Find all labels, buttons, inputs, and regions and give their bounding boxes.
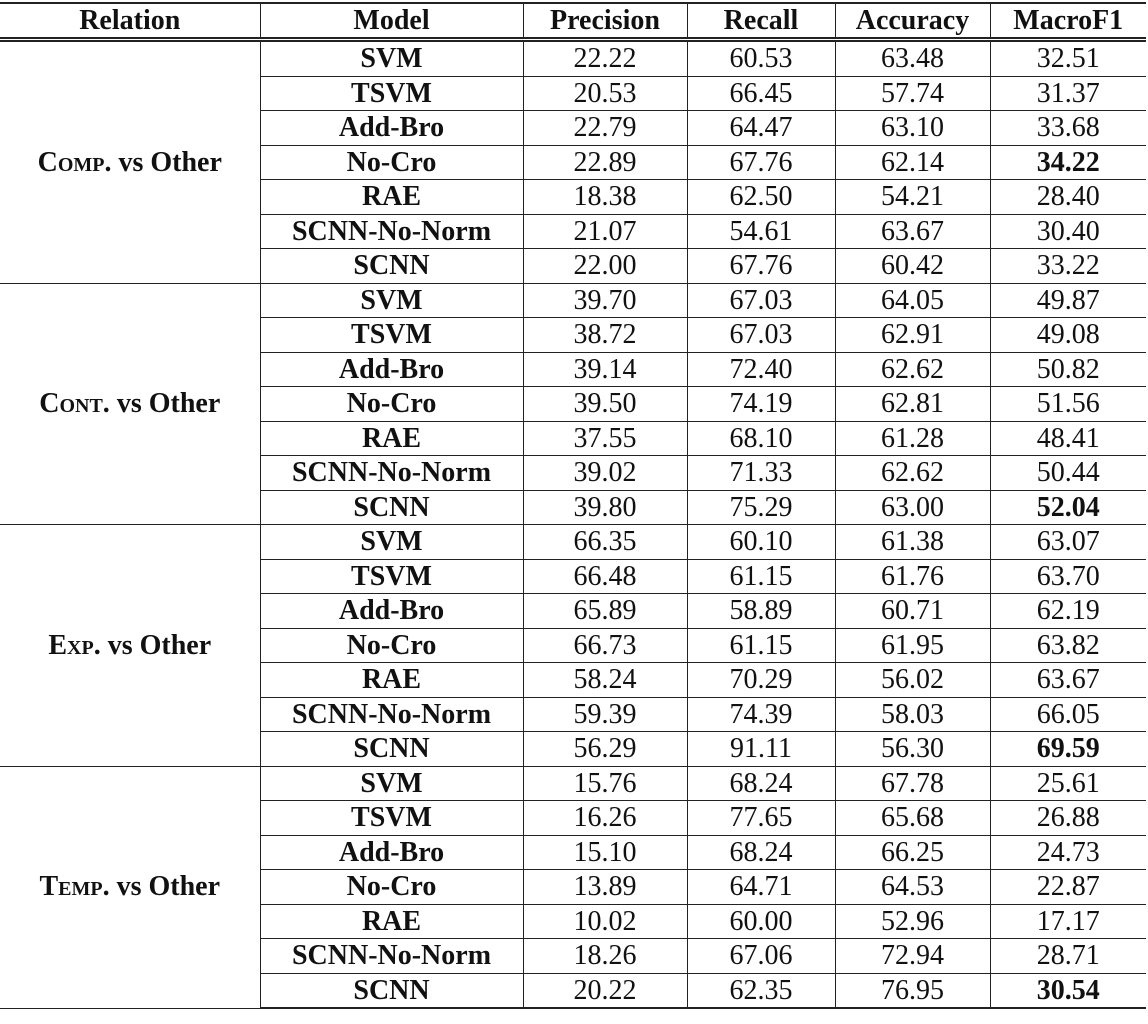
precision-cell: 66.48 — [523, 559, 687, 594]
model-cell: No-Cro — [260, 628, 523, 663]
accuracy-cell: 64.05 — [835, 283, 990, 318]
recall-cell: 75.29 — [687, 490, 835, 525]
macrof1-cell: 28.71 — [990, 939, 1146, 974]
accuracy-cell: 67.78 — [835, 766, 990, 801]
precision-cell: 22.89 — [523, 145, 687, 180]
model-cell: SCNN — [260, 732, 523, 767]
model-cell: No-Cro — [260, 870, 523, 905]
accuracy-cell: 62.81 — [835, 387, 990, 422]
precision-cell: 21.07 — [523, 214, 687, 249]
recall-cell: 77.65 — [687, 801, 835, 836]
model-cell: RAE — [260, 663, 523, 698]
accuracy-cell: 63.10 — [835, 111, 990, 146]
model-cell: RAE — [260, 421, 523, 456]
accuracy-cell: 62.91 — [835, 318, 990, 353]
accuracy-cell: 60.71 — [835, 594, 990, 629]
recall-cell: 67.06 — [687, 939, 835, 974]
accuracy-cell: 72.94 — [835, 939, 990, 974]
accuracy-cell: 57.74 — [835, 76, 990, 111]
precision-cell: 20.53 — [523, 76, 687, 111]
accuracy-cell: 56.02 — [835, 663, 990, 698]
macrof1-cell: 51.56 — [990, 387, 1146, 422]
table-body — [0, 40, 1146, 1009]
precision-cell: 39.50 — [523, 387, 687, 422]
macrof1-cell: 24.73 — [990, 835, 1146, 870]
model-cell: Add-Bro — [260, 594, 523, 629]
macrof1-cell: 48.41 — [990, 421, 1146, 456]
relation-suffix: vs Other — [100, 629, 212, 661]
relation-cell — [0, 766, 260, 1008]
relation-name: Exp. — [48, 629, 101, 661]
recall-cell: 60.00 — [687, 904, 835, 939]
accuracy-cell: 61.28 — [835, 421, 990, 456]
macrof1-cell: 33.22 — [990, 249, 1146, 284]
precision-cell: 58.24 — [523, 663, 687, 698]
macrof1-cell: 22.87 — [990, 870, 1146, 905]
accuracy-cell: 65.68 — [835, 801, 990, 836]
model-cell: TSVM — [260, 559, 523, 594]
precision-cell: 22.00 — [523, 249, 687, 284]
accuracy-cell: 62.14 — [835, 145, 990, 180]
accuracy-cell: 52.96 — [835, 904, 990, 939]
model-cell: TSVM — [260, 801, 523, 836]
recall-cell: 54.61 — [687, 214, 835, 249]
accuracy-cell: 60.42 — [835, 249, 990, 284]
recall-cell: 62.35 — [687, 973, 835, 1008]
accuracy-cell: 63.48 — [835, 40, 990, 77]
precision-cell: 66.73 — [523, 628, 687, 663]
macrof1-cell: 63.70 — [990, 559, 1146, 594]
precision-cell: 18.26 — [523, 939, 687, 974]
recall-cell: 74.39 — [687, 697, 835, 732]
recall-cell: 67.03 — [687, 283, 835, 318]
macrof1-cell: 49.08 — [990, 318, 1146, 353]
accuracy-cell: 54.21 — [835, 180, 990, 215]
precision-cell: 65.89 — [523, 594, 687, 629]
recall-cell: 62.50 — [687, 180, 835, 215]
model-cell: SVM — [260, 40, 523, 77]
header-accuracy: Accuracy — [835, 3, 990, 40]
macrof1-cell: 31.37 — [990, 76, 1146, 111]
macrof1-cell: 30.54 — [990, 973, 1146, 1008]
precision-cell: 15.76 — [523, 766, 687, 801]
macrof1-cell: 34.22 — [990, 145, 1146, 180]
accuracy-cell: 61.38 — [835, 525, 990, 560]
recall-cell: 61.15 — [687, 559, 835, 594]
model-cell: SCNN — [260, 490, 523, 525]
precision-cell: 20.22 — [523, 973, 687, 1008]
macrof1-cell: 63.07 — [990, 525, 1146, 560]
macrof1-cell: 69.59 — [990, 732, 1146, 767]
accuracy-cell: 63.67 — [835, 214, 990, 249]
relation-suffix: vs Other — [109, 388, 221, 419]
accuracy-cell: 66.25 — [835, 835, 990, 870]
precision-cell: 39.80 — [523, 490, 687, 525]
model-cell: No-Cro — [260, 145, 523, 180]
relation-name: Cont. — [39, 388, 110, 419]
model-cell: RAE — [260, 904, 523, 939]
macrof1-cell: 50.82 — [990, 352, 1146, 387]
model-cell: SCNN-No-Norm — [260, 697, 523, 732]
model-cell: SCNN — [260, 973, 523, 1008]
recall-cell: 72.40 — [687, 352, 835, 387]
model-cell: SCNN-No-Norm — [260, 214, 523, 249]
recall-cell: 67.76 — [687, 145, 835, 180]
macrof1-cell: 66.05 — [990, 697, 1146, 732]
model-cell: RAE — [260, 180, 523, 215]
model-cell: SCNN-No-Norm — [260, 456, 523, 491]
recall-cell: 67.76 — [687, 249, 835, 284]
table-row — [0, 40, 1146, 77]
precision-cell: 59.39 — [523, 697, 687, 732]
macrof1-cell: 50.44 — [990, 456, 1146, 491]
precision-cell: 15.10 — [523, 835, 687, 870]
macrof1-cell: 28.40 — [990, 180, 1146, 215]
accuracy-cell: 63.00 — [835, 490, 990, 525]
precision-cell: 16.26 — [523, 801, 687, 836]
relation-name: Comp. — [37, 146, 112, 178]
relation-cell — [0, 283, 260, 525]
macrof1-cell: 49.87 — [990, 283, 1146, 318]
recall-cell: 61.15 — [687, 628, 835, 663]
model-cell: Add-Bro — [260, 352, 523, 387]
recall-cell: 91.11 — [687, 732, 835, 767]
model-cell: Add-Bro — [260, 111, 523, 146]
model-cell: SVM — [260, 283, 523, 318]
recall-cell: 64.47 — [687, 111, 835, 146]
macrof1-cell: 25.61 — [990, 766, 1146, 801]
recall-cell: 68.10 — [687, 421, 835, 456]
accuracy-cell: 61.76 — [835, 559, 990, 594]
precision-cell: 13.89 — [523, 870, 687, 905]
precision-cell: 39.02 — [523, 456, 687, 491]
precision-cell: 10.02 — [523, 904, 687, 939]
table-row — [0, 766, 1146, 801]
model-cell: SVM — [260, 525, 523, 560]
recall-cell: 60.53 — [687, 40, 835, 77]
model-cell: SCNN-No-Norm — [260, 939, 523, 974]
accuracy-cell: 62.62 — [835, 352, 990, 387]
macrof1-cell: 30.40 — [990, 214, 1146, 249]
recall-cell: 68.24 — [687, 766, 835, 801]
precision-cell: 39.14 — [523, 352, 687, 387]
recall-cell: 58.89 — [687, 594, 835, 629]
precision-cell: 37.55 — [523, 421, 687, 456]
precision-cell: 22.22 — [523, 40, 687, 77]
header-recall: Recall — [687, 3, 835, 40]
header-precision: Precision — [523, 3, 687, 40]
relation-cell — [0, 525, 260, 767]
model-cell: Add-Bro — [260, 835, 523, 870]
macrof1-cell: 52.04 — [990, 490, 1146, 525]
macrof1-cell: 62.19 — [990, 594, 1146, 629]
accuracy-cell: 64.53 — [835, 870, 990, 905]
header-model: Model — [260, 3, 523, 40]
model-cell: SCNN — [260, 249, 523, 284]
macrof1-cell: 26.88 — [990, 801, 1146, 836]
accuracy-cell: 61.95 — [835, 628, 990, 663]
precision-cell: 22.79 — [523, 111, 687, 146]
accuracy-cell: 76.95 — [835, 973, 990, 1008]
recall-cell: 74.19 — [687, 387, 835, 422]
recall-cell: 68.24 — [687, 835, 835, 870]
macrof1-cell: 17.17 — [990, 904, 1146, 939]
macrof1-cell: 63.82 — [990, 628, 1146, 663]
precision-cell: 56.29 — [523, 732, 687, 767]
recall-cell: 71.33 — [687, 456, 835, 491]
model-cell: No-Cro — [260, 387, 523, 422]
precision-cell: 38.72 — [523, 318, 687, 353]
relation-suffix: vs Other — [111, 146, 222, 178]
header-relation: Relation — [0, 3, 260, 40]
model-cell: TSVM — [260, 76, 523, 111]
accuracy-cell: 56.30 — [835, 732, 990, 767]
header-row — [0, 3, 1146, 40]
header-macrof1: MacroF1 — [990, 3, 1146, 40]
recall-cell: 70.29 — [687, 663, 835, 698]
recall-cell: 66.45 — [687, 76, 835, 111]
accuracy-cell: 58.03 — [835, 697, 990, 732]
precision-cell: 18.38 — [523, 180, 687, 215]
precision-cell: 39.70 — [523, 283, 687, 318]
relation-cell — [0, 40, 260, 284]
recall-cell: 64.71 — [687, 870, 835, 905]
macrof1-cell: 32.51 — [990, 40, 1146, 77]
relation-suffix: vs Other — [109, 871, 221, 903]
table-row — [0, 283, 1146, 318]
macrof1-cell: 33.68 — [990, 111, 1146, 146]
recall-cell: 60.10 — [687, 525, 835, 560]
precision-cell: 66.35 — [523, 525, 687, 560]
recall-cell: 67.03 — [687, 318, 835, 353]
accuracy-cell: 62.62 — [835, 456, 990, 491]
results-table — [0, 2, 1146, 1009]
macrof1-cell: 63.67 — [990, 663, 1146, 698]
model-cell: SVM — [260, 766, 523, 801]
model-cell: TSVM — [260, 318, 523, 353]
relation-name: Temp. — [39, 871, 110, 903]
table-row — [0, 525, 1146, 560]
